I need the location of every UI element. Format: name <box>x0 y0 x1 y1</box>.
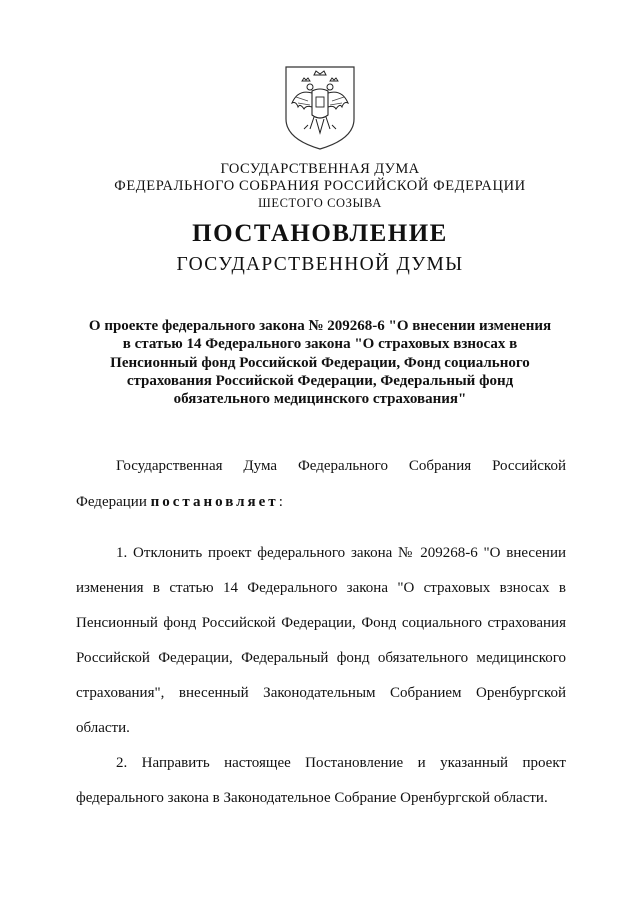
subject-line: Пенсионный фонд Российской Федерации, Фонд социального <box>110 354 530 371</box>
subject-line: обязательного медицинского страхования" <box>173 391 467 408</box>
item2-line: 2. Направить настоящее Постановление и указанный проект <box>116 755 566 771</box>
preamble-line: Государственная Дума Федерального Собрания Российской <box>116 458 566 474</box>
header-line-duma: ГОСУДАРСТВЕННАЯ ДУМА <box>220 161 420 177</box>
item1-line: страхования", внесенный Законодательным Собранием Оренбургской <box>76 685 566 701</box>
document-title: ПОСТАНОВЛЕНИЕ <box>192 220 448 247</box>
preamble-prefix: Федерации <box>76 494 151 510</box>
preamble-colon: : <box>278 494 283 510</box>
item1-line: изменения в статью 14 Федерального закона "О страховых взносах в <box>76 580 566 596</box>
item2-line: федерального закона в Законодательное Собрание Оренбургской области. <box>76 790 548 806</box>
item1-line: Российской Федерации, Федеральный фонд обязательного медицинского <box>76 650 566 666</box>
header-line-convocation: ШЕСТОГО СОЗЫВА <box>258 196 382 210</box>
item1-line: Пенсионный фонд Российской Федерации, Фонд социального страхования <box>76 615 566 631</box>
resolution-subject <box>60 317 580 408</box>
item1-line: 1. Отклонить проект федерального закона № 209268-6 "О внесении <box>116 545 566 561</box>
subject-line: О проекте федерального закона № 209268-6 "О внесении изменения <box>88 318 552 334</box>
item1-line: области. <box>76 720 130 736</box>
document-subtitle: ГОСУДАРСТВЕННОЙ ДУМЫ <box>176 254 464 275</box>
preamble-verb: постановляет <box>150 494 279 510</box>
subject-line: в статью 14 Федерального закона "О страховых взносах в <box>122 336 518 353</box>
header-line-federal-assembly: ФЕДЕРАЛЬНОГО СОБРАНИЯ РОССИЙСКОЙ ФЕДЕРАЦИИ <box>114 178 526 194</box>
subject-line: страхования Российской Федерации, Федеральный фонд <box>126 372 514 389</box>
preamble-line-2 <box>76 492 566 512</box>
russian-coat-of-arms-icon <box>282 63 358 151</box>
